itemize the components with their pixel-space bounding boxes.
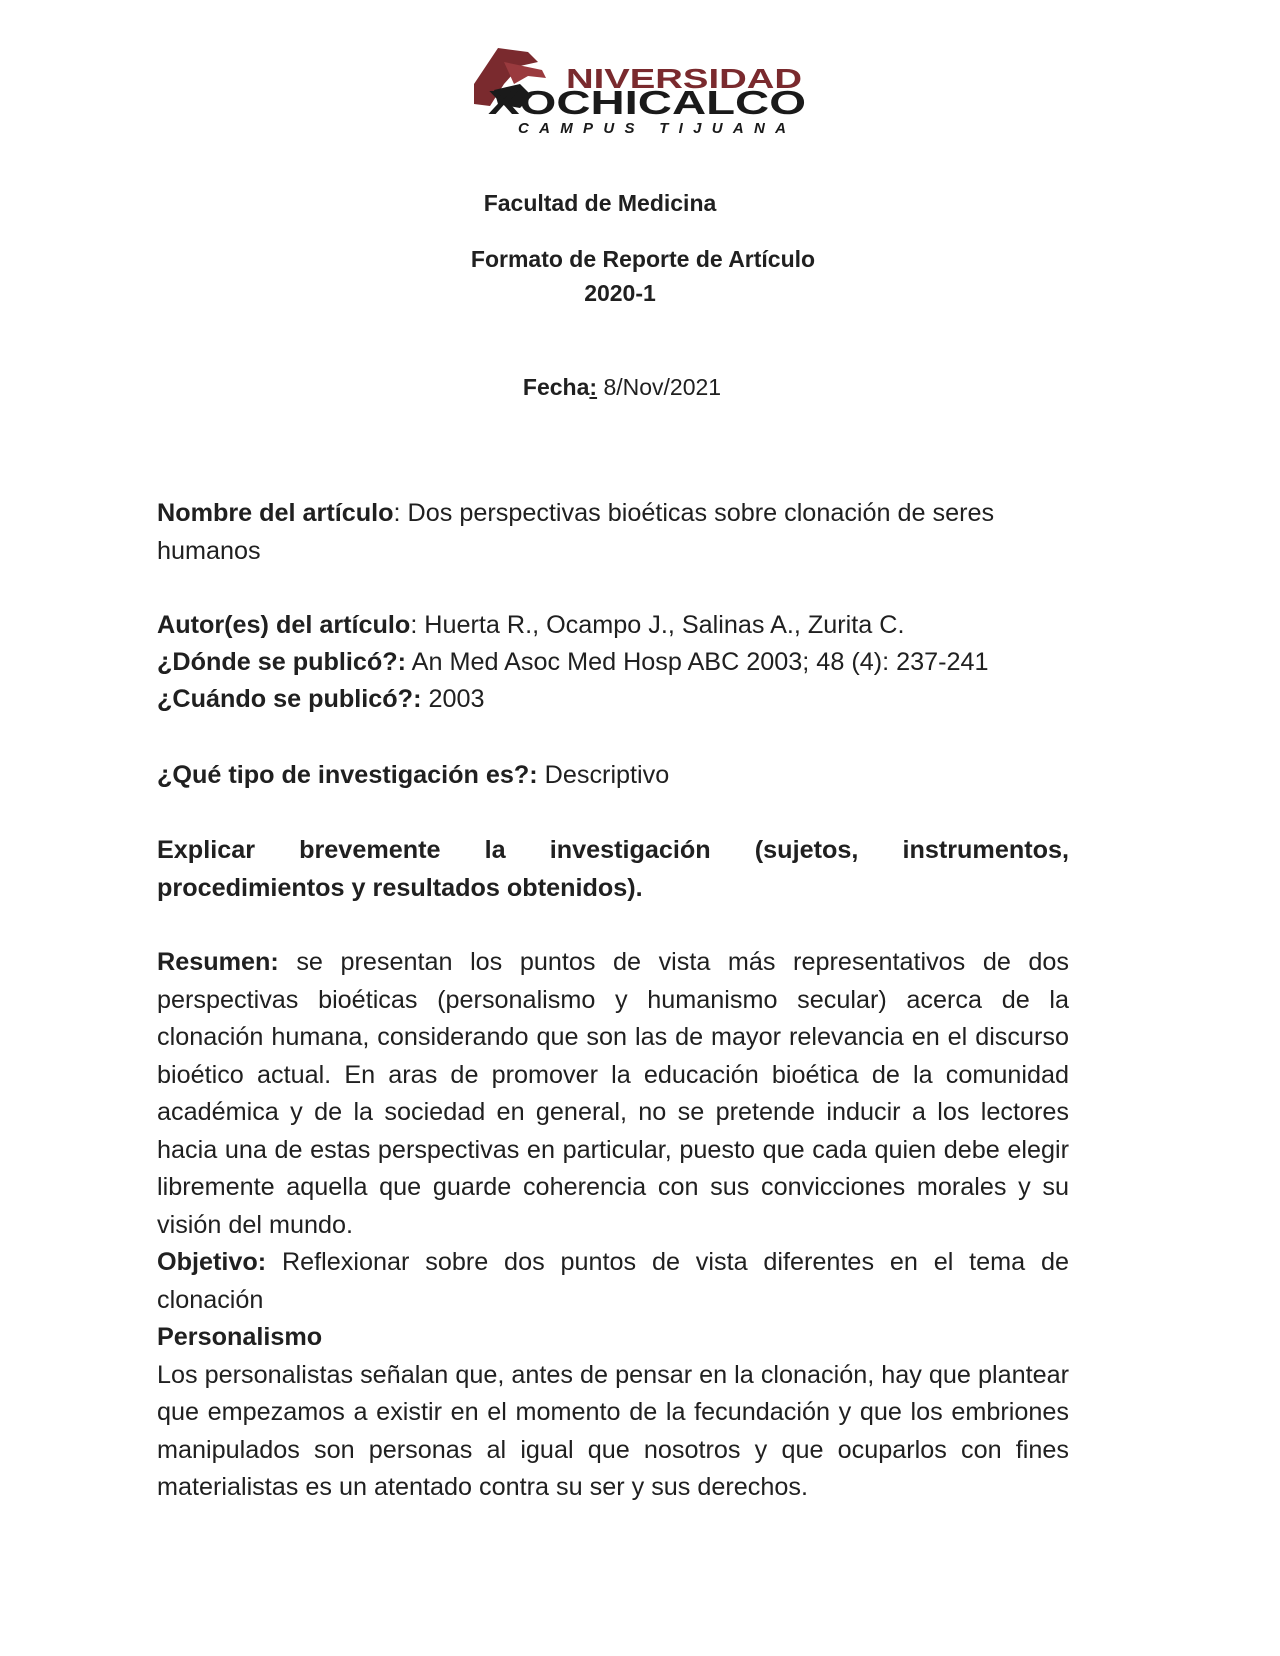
article-when	[157, 681, 1069, 719]
article-name-value: : Dos perspectivas bioéticas sobre clonación de seres humanos	[157, 499, 995, 565]
logo-line1: NIVERSIDAD	[566, 63, 802, 94]
objective-paragraph	[157, 1244, 1069, 1319]
university-logo	[468, 44, 820, 136]
objective-text: Reflexionar sobre dos puntos de vista diferentes en el tema de clonación	[157, 1248, 1069, 1314]
date-line	[0, 372, 1262, 402]
article-where	[157, 644, 1069, 682]
faculty-title: Facultad de Medicina	[483, 190, 717, 216]
summary-paragraph	[157, 944, 1069, 1244]
logo-graphic	[468, 44, 820, 136]
logo-swoosh-accent	[504, 62, 546, 84]
personalism-heading: Personalismo	[157, 1323, 323, 1351]
logo-line3: CAMPUS TIJUANA	[518, 120, 786, 136]
article-name	[157, 495, 1069, 570]
format-title: Formato de Reporte de Artículo	[470, 246, 816, 272]
personalism-paragraph: Los personalistas señalan que, antes de pensar en la clonación, hay que plantear que empezamos a existir en el momento de la fecundación y que los embriones manipulados son personas al igual que nosotros y que ocuparlos con fines materialistas es un atentado contra su ser y sus derechos.	[157, 1360, 1069, 1501]
when-value: 2003	[421, 685, 485, 713]
explain-heading	[157, 832, 1069, 907]
date-value: 8/Nov/2021	[597, 374, 722, 400]
objective-label: Objetivo:	[157, 1248, 267, 1276]
type-value: Descriptivo	[537, 761, 670, 789]
summary-label: Resumen:	[157, 948, 279, 976]
date-label: Fecha	[522, 374, 590, 400]
where-label: ¿Dónde se publicó?:	[157, 648, 407, 676]
article-authors	[157, 607, 1069, 645]
summary-section	[157, 944, 1069, 1507]
explain-line1: Explicar brevemente la investigación (sujetos, instrumentos,	[157, 836, 1069, 864]
type-label: ¿Qué tipo de investigación es?:	[157, 761, 538, 789]
logo-line2: XOCHICALCO	[488, 84, 806, 121]
when-label: ¿Cuándo se publicó?:	[157, 685, 422, 713]
date-colon: :	[589, 374, 598, 400]
article-name-label: Nombre del artículo	[157, 499, 394, 527]
period-title: 2020-1	[584, 280, 656, 306]
where-value: An Med Asoc Med Hosp ABC 2003; 48 (4): 237-241	[406, 648, 989, 676]
authors-label: Autor(es) del artículo	[157, 611, 411, 639]
authors-value: : Huerta R., Ocampo J., Salinas A., Zurita C.	[410, 611, 905, 639]
summary-text: se presentan los puntos de vista más representativos de dos perspectivas bioéticas (personalismo y humanismo secular) acerca de la clonación humana, considerando que son las de mayor relevancia en el discurso bioético actual. En aras de promover la educación bioética de la comunidad académica y de la sociedad en general, no se pretende inducir a los lectores hacia una de estas perspectivas en particular, puesto que cada quien debe elegir libremente aquella que guarde coherencia con sus convicciones morales y su visión del mundo.	[157, 948, 1069, 1239]
research-type	[157, 757, 1069, 795]
explain-line2: procedimientos y resultados obtenidos).	[157, 873, 643, 902]
